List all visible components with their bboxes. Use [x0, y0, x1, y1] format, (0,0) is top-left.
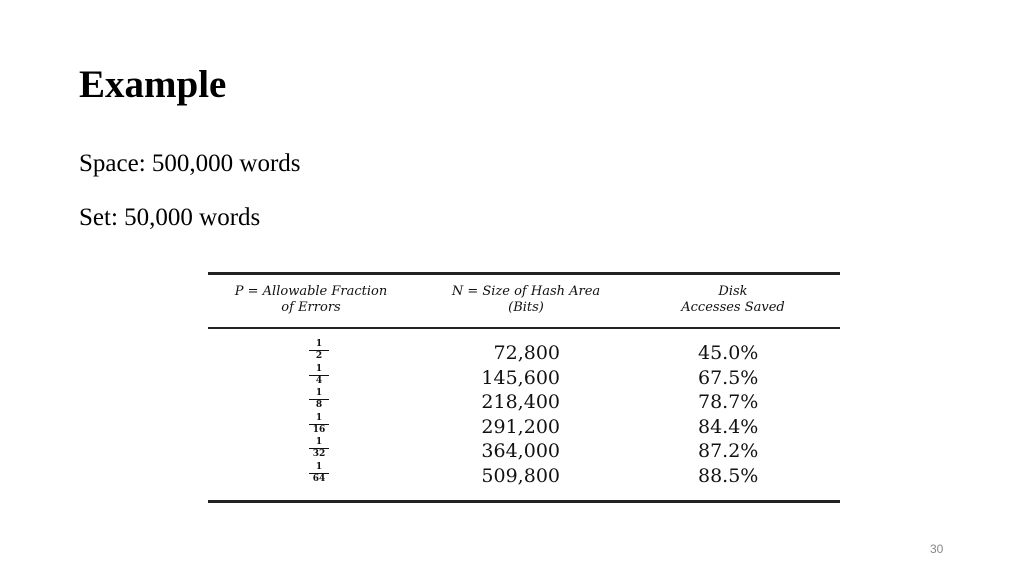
- fraction-denominator: 2: [315, 351, 323, 361]
- slide-title: Example: [79, 63, 227, 106]
- fraction-numerator: 1: [315, 437, 323, 448]
- table-row: [208, 389, 840, 414]
- header-hash-size-line2: (Bits): [508, 300, 544, 315]
- table-top-rule: [208, 272, 840, 275]
- hash-size-cell: 291,200: [481, 415, 560, 438]
- hash-size-cell: 145,600: [481, 366, 560, 389]
- error-fraction-cell: [306, 340, 332, 361]
- set-line: Set: 50,000 words: [79, 204, 261, 231]
- error-fraction-cell: [306, 463, 332, 484]
- header-disk-accesses-line1: Disk: [718, 284, 748, 299]
- table-row: [208, 365, 840, 390]
- error-fraction-cell: [306, 365, 332, 386]
- hash-size-cell: 509,800: [481, 464, 560, 487]
- table-row: [208, 340, 840, 365]
- fraction-denominator: 64: [312, 473, 326, 484]
- fraction-denominator: 32: [312, 449, 326, 460]
- accesses-saved-cell: 84.4%: [698, 415, 759, 438]
- header-error-fraction-line1: P = Allowable Fraction: [234, 284, 388, 299]
- table-body: [208, 340, 840, 488]
- hash-size-cell: 364,000: [481, 440, 560, 463]
- fraction-numerator: 1: [315, 363, 323, 374]
- header-hash-size-line1: N = Size of Hash Area: [451, 284, 601, 299]
- table-header-rule: [208, 327, 840, 329]
- table-row: [208, 438, 840, 463]
- header-disk-accesses-line2: Accesses Saved: [681, 300, 785, 315]
- header-error-fraction-line2: of Errors: [281, 300, 341, 315]
- error-fraction-cell: [306, 438, 332, 459]
- header-hash-size: [426, 284, 626, 316]
- hash-size-cell: 72,800: [493, 342, 560, 364]
- fraction-denominator: 16: [312, 424, 326, 435]
- fraction-denominator: 8: [315, 400, 323, 411]
- table-bottom-rule: [208, 500, 840, 503]
- fraction-numerator: 1: [315, 461, 323, 472]
- page-number: 30: [930, 542, 944, 556]
- space-line: Space: 500,000 words: [79, 150, 301, 177]
- accesses-saved-cell: 45.0%: [698, 342, 759, 364]
- fraction-denominator: 4: [315, 375, 323, 386]
- header-error-fraction: [216, 284, 406, 316]
- accesses-saved-cell: 88.5%: [698, 464, 759, 487]
- fraction-numerator: 1: [315, 388, 323, 399]
- results-table-figure: [208, 270, 840, 506]
- fraction-numerator: 1: [315, 339, 323, 349]
- accesses-saved-cell: 78.7%: [698, 391, 759, 414]
- error-fraction-cell: [306, 414, 332, 435]
- fraction-numerator: 1: [315, 412, 323, 423]
- error-fraction-cell: [306, 389, 332, 410]
- header-disk-accesses: [648, 284, 818, 316]
- table-row: [208, 414, 840, 439]
- accesses-saved-cell: 67.5%: [698, 366, 759, 389]
- table-row: [208, 463, 840, 488]
- hash-size-cell: 218,400: [481, 391, 560, 414]
- accesses-saved-cell: 87.2%: [698, 440, 759, 463]
